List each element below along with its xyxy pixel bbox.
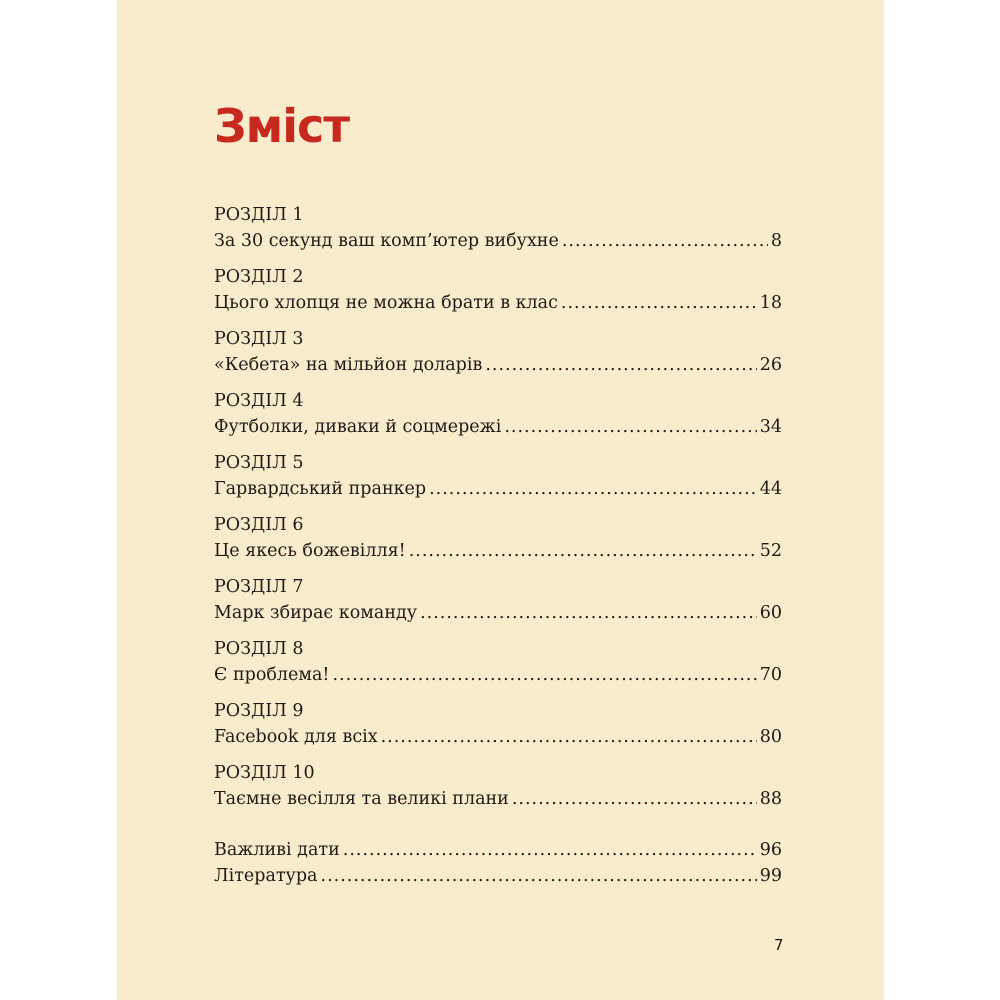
toc-entry xyxy=(214,352,782,378)
toc-entry-important-dates xyxy=(214,837,782,863)
chapter-title: Є проблема! xyxy=(214,665,330,685)
chapter-label: РОЗДІЛ 5 xyxy=(214,453,304,473)
toc-entry xyxy=(214,228,782,254)
toc-entry xyxy=(214,414,782,440)
toc-entry xyxy=(214,724,782,750)
chapter-label: РОЗДІЛ 3 xyxy=(214,329,304,349)
chapter-page-number: 34 xyxy=(759,417,782,437)
entry-page-number: 96 xyxy=(759,840,782,860)
chapter-label: РОЗДІЛ 6 xyxy=(214,515,304,535)
chapter-page-number: 60 xyxy=(759,603,782,623)
dot-leader xyxy=(343,837,757,863)
page-title: Зміст xyxy=(214,99,349,153)
chapter-label: РОЗДІЛ 7 xyxy=(214,577,304,597)
table-of-contents xyxy=(214,202,782,889)
toc-chapter-9 xyxy=(214,698,782,760)
chapter-title: Гарвардський пранкер xyxy=(214,479,427,499)
book-page xyxy=(117,0,884,1000)
chapter-page-number: 80 xyxy=(759,727,782,747)
entry-title: Важливі дати xyxy=(214,840,340,860)
chapter-page-number: 52 xyxy=(759,541,782,561)
chapter-title: Цього хлопця не можна брати в клас xyxy=(214,293,558,313)
toc-chapter-3 xyxy=(214,326,782,388)
entry-page-number: 99 xyxy=(759,866,782,886)
toc-entry xyxy=(214,786,782,812)
toc-chapter-8 xyxy=(214,636,782,698)
chapter-title: Футболки, диваки й соцмережі xyxy=(214,417,502,437)
chapter-title: Таємне весілля та великі плани xyxy=(214,789,509,809)
dot-leader xyxy=(429,476,757,502)
toc-chapter-6 xyxy=(214,512,782,574)
toc-chapter-1 xyxy=(214,202,782,264)
chapter-page-number: 44 xyxy=(759,479,782,499)
chapter-label: РОЗДІЛ 10 xyxy=(214,763,315,783)
dot-leader xyxy=(332,662,756,688)
chapter-label: РОЗДІЛ 1 xyxy=(214,205,304,225)
chapter-title: Марк збирає команду xyxy=(214,603,418,623)
chapter-label: РОЗДІЛ 8 xyxy=(214,639,304,659)
chapter-label: РОЗДІЛ 9 xyxy=(214,701,304,721)
chapter-title: За 30 секунд ваш комп’ютер вибухне xyxy=(214,231,559,251)
chapter-page-number: 88 xyxy=(759,789,782,809)
chapter-title: «Кебета» на мільйон доларів xyxy=(214,355,483,375)
dot-leader xyxy=(562,228,768,254)
dot-leader xyxy=(381,724,757,750)
toc-entry xyxy=(214,290,782,316)
toc-chapter-7 xyxy=(214,574,782,636)
toc-chapter-2 xyxy=(214,264,782,326)
toc-entry-literature xyxy=(214,863,782,889)
chapter-label: РОЗДІЛ 2 xyxy=(214,267,304,287)
toc-entry xyxy=(214,662,782,688)
chapter-page-number: 26 xyxy=(759,355,782,375)
chapter-page-number: 8 xyxy=(770,231,782,251)
chapter-label: РОЗДІЛ 4 xyxy=(214,391,304,411)
toc-extras xyxy=(214,837,782,889)
toc-entry xyxy=(214,538,782,564)
dot-leader xyxy=(321,863,757,889)
toc-chapter-10 xyxy=(214,760,782,822)
page-number: 7 xyxy=(774,936,784,954)
toc-entry xyxy=(214,476,782,502)
dot-leader xyxy=(561,290,757,316)
dot-leader xyxy=(409,538,757,564)
entry-title: Література xyxy=(214,866,318,886)
chapter-title: Це якесь божевілля! xyxy=(214,541,406,561)
toc-chapter-5 xyxy=(214,450,782,512)
chapter-title: Facebook для всіх xyxy=(214,727,378,747)
toc-entry xyxy=(214,600,782,626)
dot-leader xyxy=(504,414,756,440)
chapter-page-number: 70 xyxy=(759,665,782,685)
toc-chapter-4 xyxy=(214,388,782,450)
dot-leader xyxy=(420,600,757,626)
dot-leader xyxy=(485,352,756,378)
dot-leader xyxy=(512,786,757,812)
chapter-page-number: 18 xyxy=(759,293,782,313)
